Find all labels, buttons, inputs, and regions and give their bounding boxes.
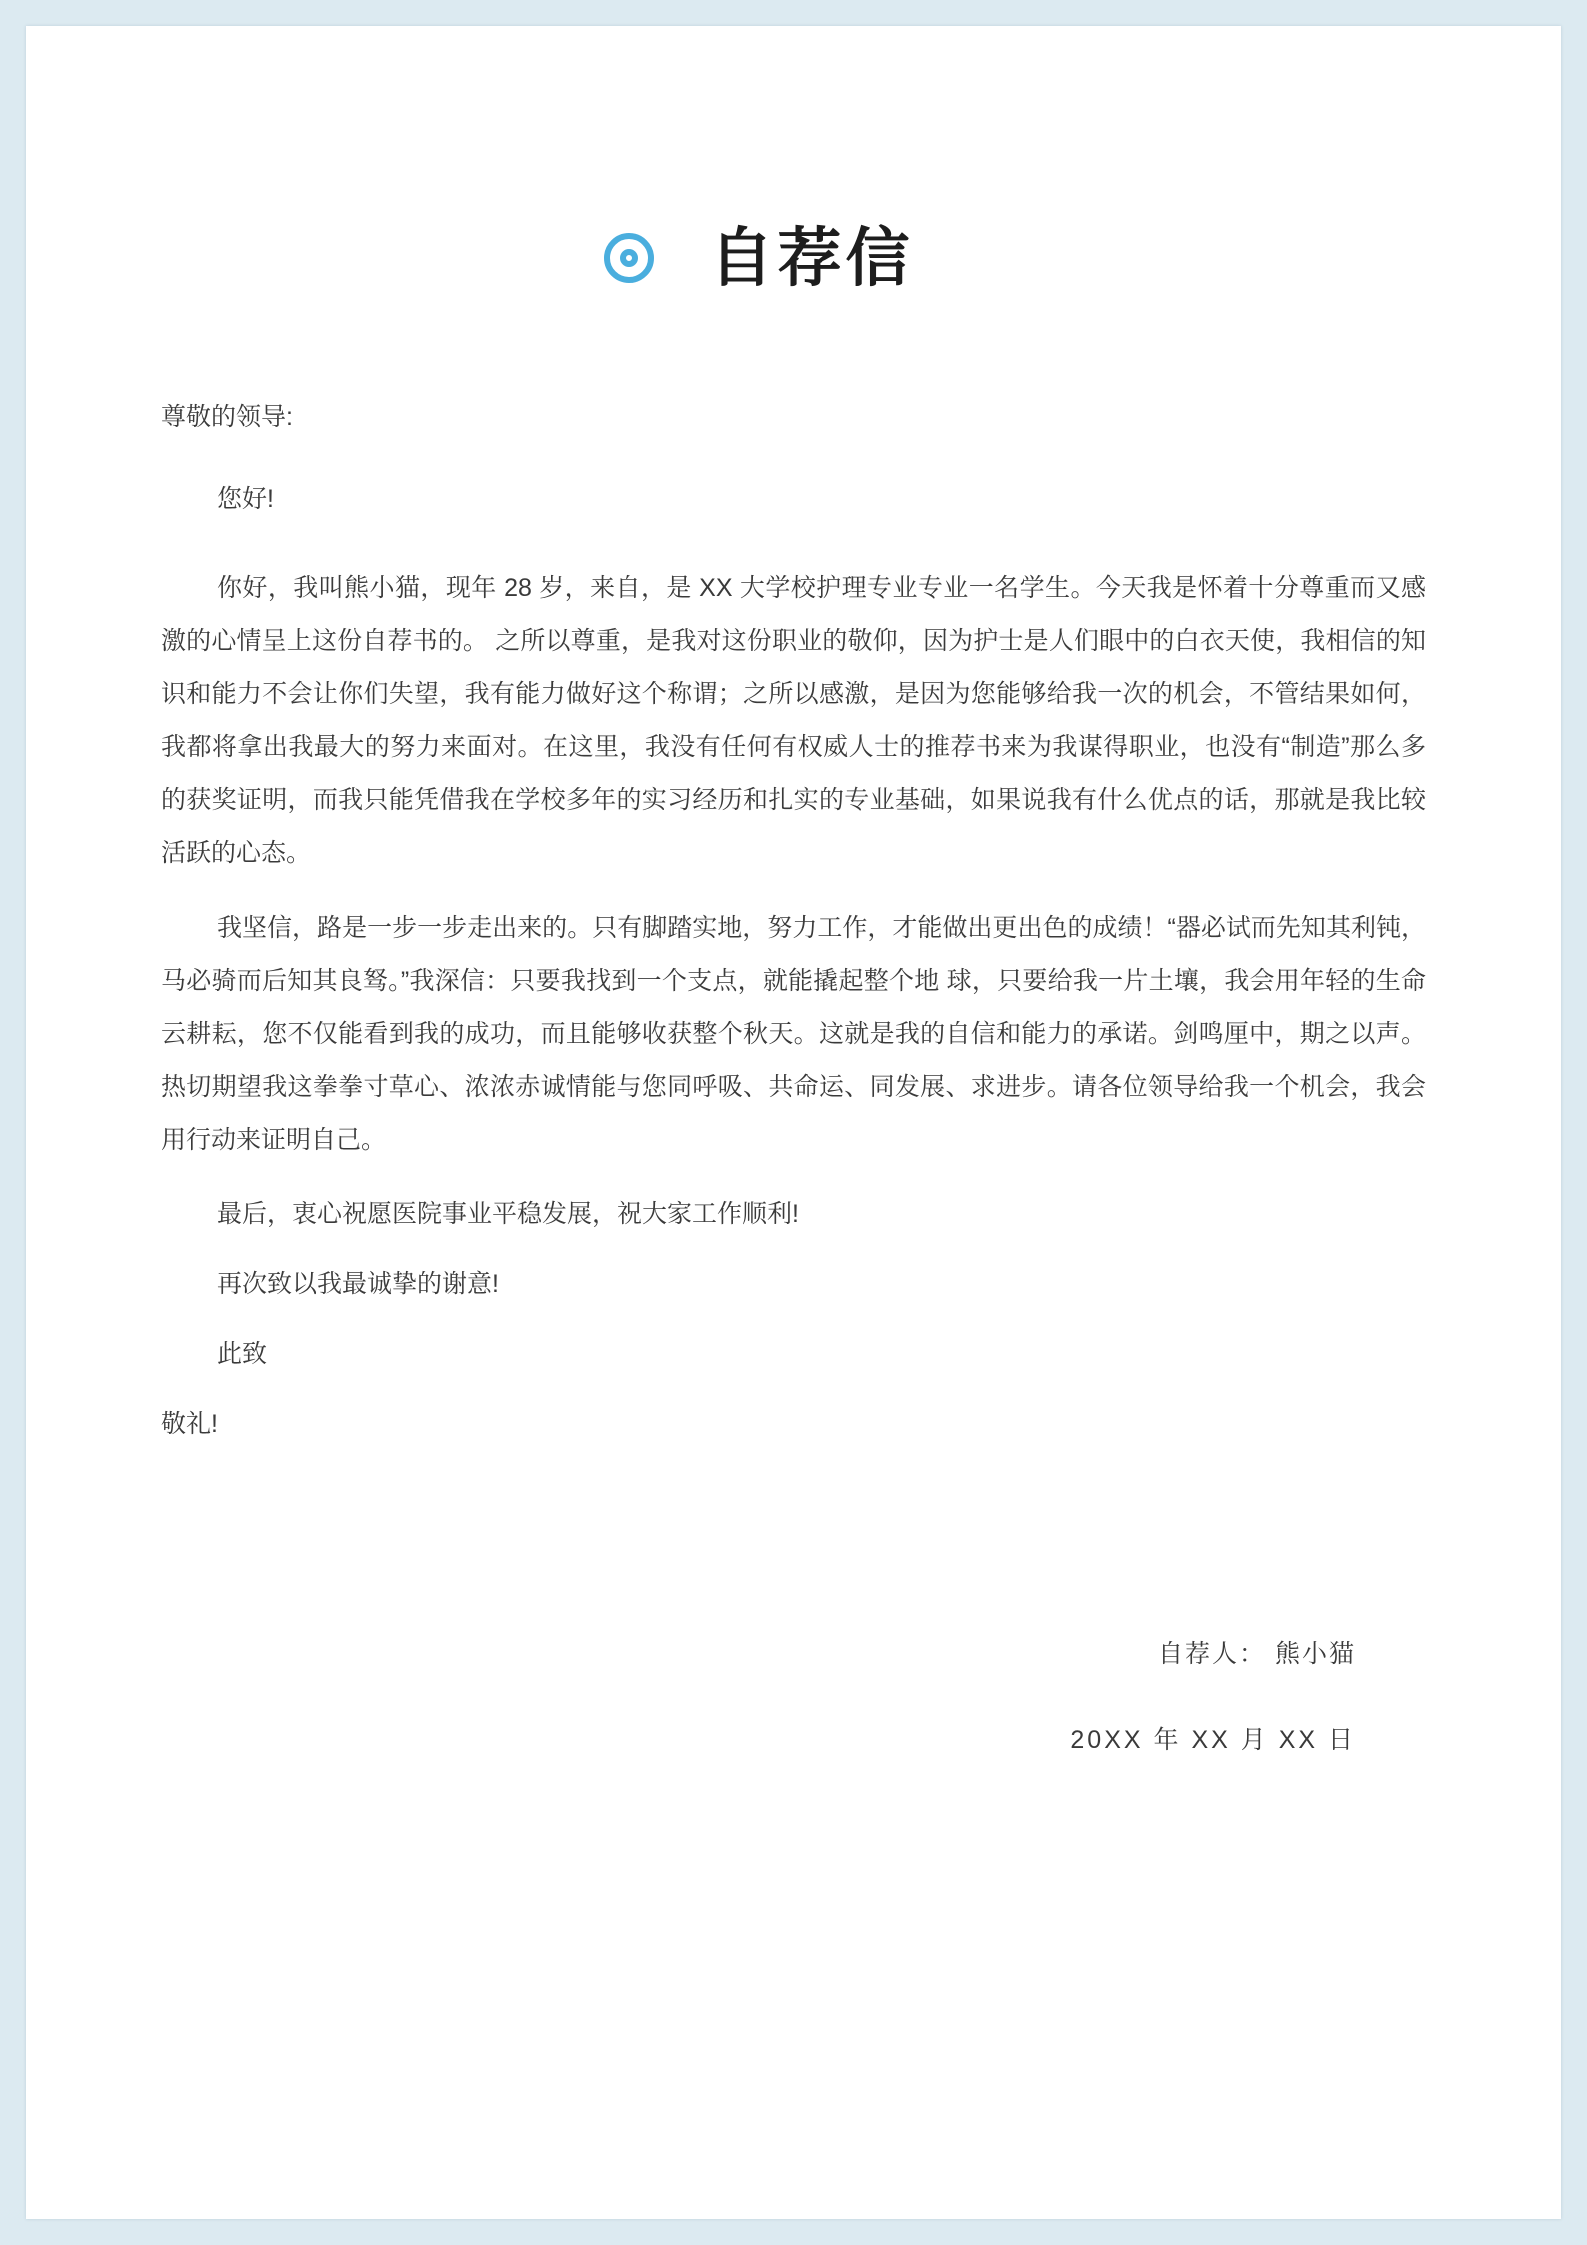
document-sheet [26, 26, 1561, 2219]
letter-body [161, 402, 1426, 1449]
closing-line-2: 再次致以我最诚挚的谢意! [217, 1270, 499, 1298]
page-title: 自荐信 [709, 222, 914, 294]
signature-block [161, 1639, 1426, 1755]
bullseye-icon [604, 233, 654, 283]
closing-line-3: 此致 [217, 1340, 268, 1368]
salutation: 尊敬的领导: [161, 403, 293, 431]
document-content [26, 26, 1561, 2219]
greeting: 您好! [217, 485, 274, 513]
signature-author: 自荐人： 熊小猫 [1158, 1640, 1356, 1668]
closing-salute: 敬礼! [161, 1410, 218, 1438]
document-header [161, 222, 1426, 294]
body-paragraph-2: 我坚信，路是一步一步走出来的。只有脚踏实地，努力工作，才能做出更出色的成绩！“器必试而先知其利钝，马必骑而后知其良驽。”我深信：只要我找到一个支点，就能撬起整个地 球，只要给我一片土壤，我会用年轻的生命云耕耘，您不仅能看到我的成功，而且能够收获整个秋天。这就是我的自信和能力的承诺。剑鸣厘中，期之以声。热切期望我这拳拳寸草心、浓浓赤诚情能与您同呼吸、共命运、同发展、求进步。请各位领导给我一个机会，我会用行动来证明自己。 [161, 914, 1426, 1154]
body-paragraph-1: 你好，我叫熊小猫，现年 28 岁，来自，是 XX 大学校护理专业专业一名学生。今天我是怀着十分尊重而又感激的心情呈上这份自荐书的。 之所以尊重，是我对这份职业的敬仰，因为护士是人们眼中的白衣天使，我相信的知识和能力不会让你们失望，我有能力做好这个称谓；之所以感激，是因为您能够给我一次的机会，不管结果如何，我都将拿出我最大的努力来面对。在这里，我没有任何有权威人士的推荐书来为我谋得职业，也没有“制造”那么多的获奖证明，而我只能凭借我在学校多年的实习经历和扎实的专业基础，如果说我有什么优点的话，那就是我比较活跃的心态。 [161, 574, 1426, 867]
signature-date: 20XX 年 XX 月 XX 日 [1070, 1726, 1356, 1754]
closing-line-1: 最后，衷心祝愿医院事业平稳发展，祝大家工作顺利! [217, 1200, 799, 1228]
